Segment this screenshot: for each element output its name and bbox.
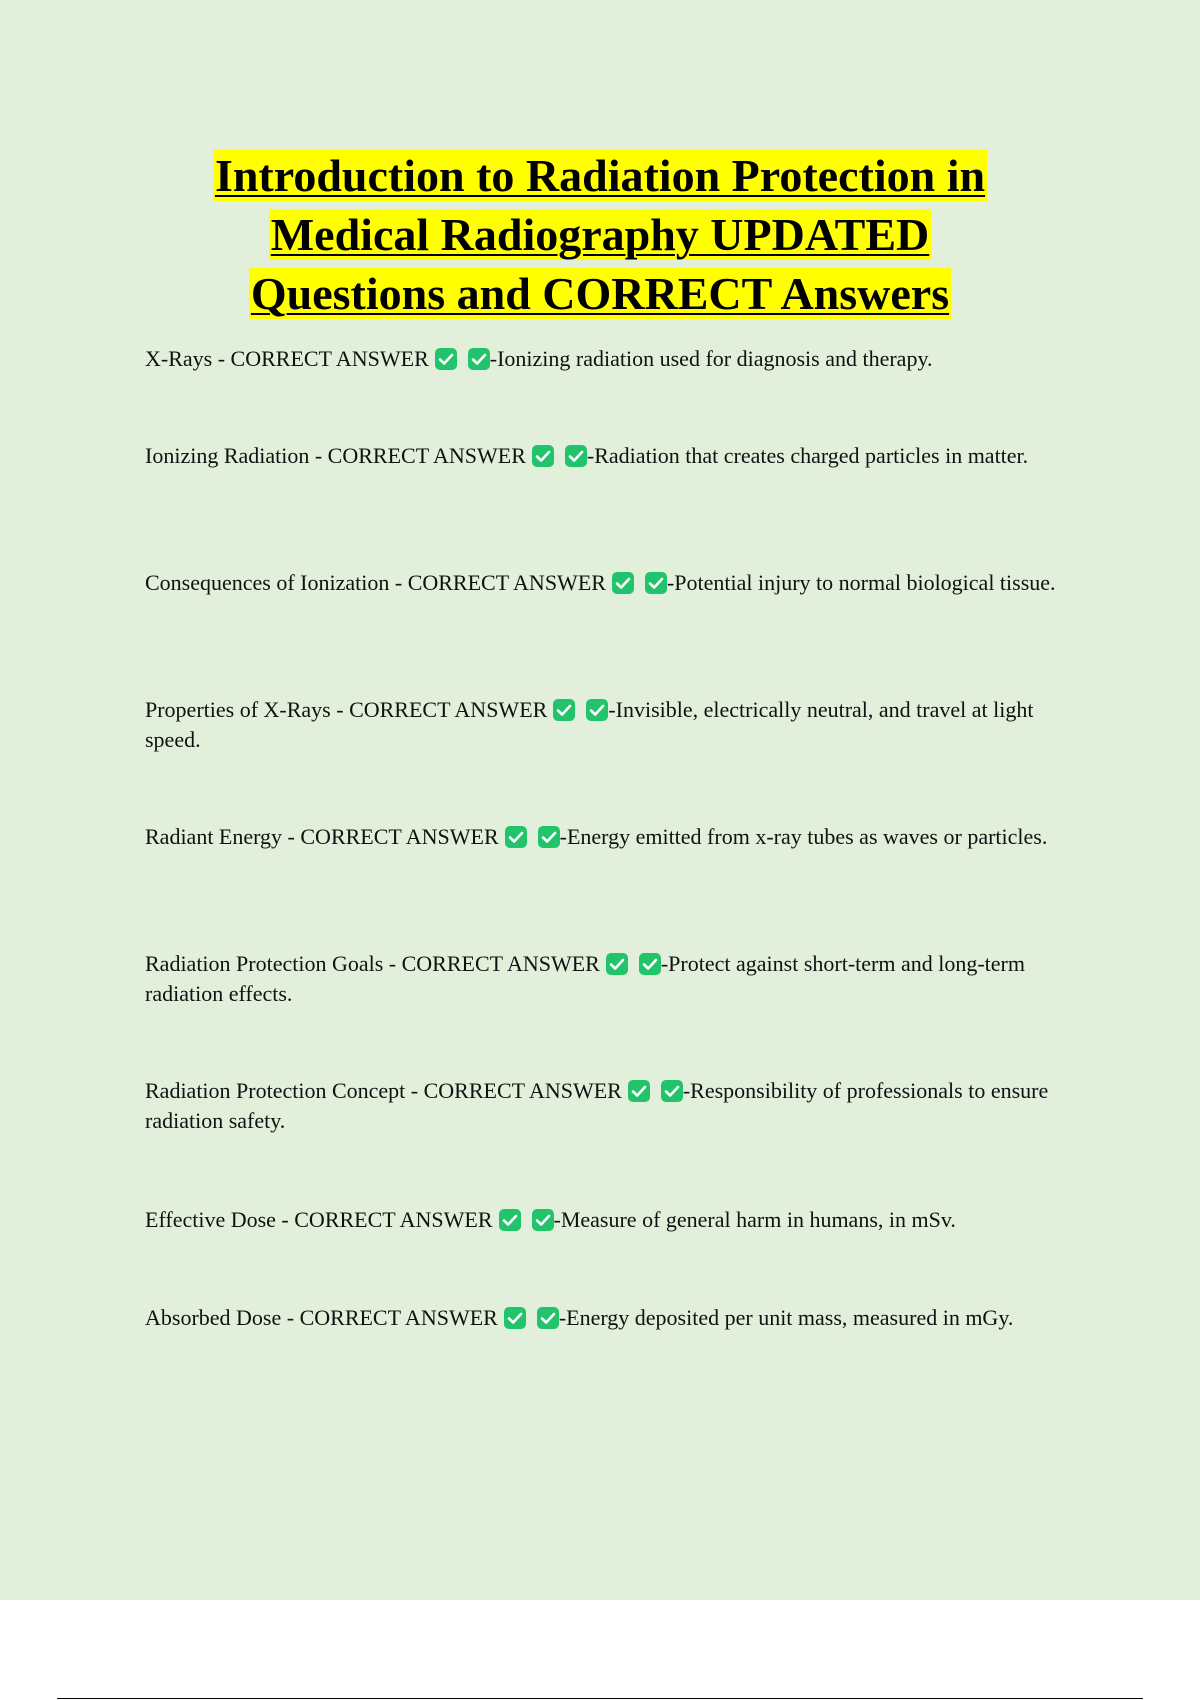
check-mark-button-icon [628,1080,650,1102]
title-line-3: Questions and CORRECT Answers [250,268,950,319]
check-mark-button-icon [537,1307,559,1329]
qa-item-x-rays [145,344,1085,374]
check-mark-button-icon [504,1307,526,1329]
check-mark-button-icon [606,953,628,975]
check-mark-button-icon [612,572,634,594]
check-mark-button-icon [532,1209,554,1231]
title-line-1: Introduction to Radiation Protection in [214,150,986,201]
check-mark-button-icon [538,826,560,848]
qa-term: Absorbed Dose - CORRECT ANSWER [145,1305,498,1330]
qa-answer: -Energy deposited per unit mass, measured in mGy. [558,1305,1014,1330]
document-title [0,146,1200,323]
qa-term: Effective Dose - CORRECT ANSWER [145,1207,493,1232]
qa-term: Radiation Protection Goals - CORRECT ANSWER [145,951,600,976]
check-mark-button-icon [435,348,457,370]
check-mark-button-icon [661,1080,683,1102]
check-mark-button-icon [565,445,587,467]
qa-term: Radiation Protection Concept - CORRECT ANSWER [145,1078,622,1103]
check-mark-button-icon [468,348,490,370]
qa-term: Radiant Energy - CORRECT ANSWER [145,824,499,849]
qa-item-radiant-energy [145,822,1085,852]
check-mark-button-icon [505,826,527,848]
qa-item-effective-dose [145,1205,1085,1235]
qa-answer: -Ionizing radiation used for diagnosis and therapy. [489,346,933,371]
qa-answer: -Radiation that creates charged particles in matter. [586,443,1029,468]
qa-answer: -Potential injury to normal biological tissue. [666,570,1056,595]
qa-answer: -Measure of general harm in humans, in mSv. [553,1207,956,1232]
qa-item-absorbed-dose [145,1303,1085,1333]
check-mark-button-icon [645,572,667,594]
qa-answer: -Invisible, electrically neutral, and travel at light speed. [145,697,1034,752]
qa-term: Properties of X-Rays - CORRECT ANSWER [145,697,548,722]
qa-answer: -Responsibility of professionals to ensure radiation safety. [145,1078,1049,1133]
qa-answer: -Protect against short-term and long-term radiation effects. [145,951,1025,1006]
check-mark-button-icon [553,699,575,721]
qa-item-radiation-protection-concept [145,1076,1085,1136]
check-mark-button-icon [586,699,608,721]
qa-item-radiation-protection-goals [145,949,1085,1009]
check-mark-button-icon [532,445,554,467]
qa-item-ionizing-radiation [145,441,1085,471]
qa-item-properties-of-x-rays [145,695,1085,755]
qa-item-consequences-of-ionization [145,568,1085,598]
check-mark-button-icon [499,1209,521,1231]
check-mark-button-icon [639,953,661,975]
qa-term: Ionizing Radiation - CORRECT ANSWER [145,443,526,468]
qa-answer: -Energy emitted from x-ray tubes as waves or particles. [559,824,1048,849]
title-line-2: Medical Radiography UPDATED [270,209,930,260]
qa-term: Consequences of Ionization - CORRECT ANSWER [145,570,606,595]
qa-term: X-Rays - CORRECT ANSWER [145,346,429,371]
footer-divider [57,1698,1143,1699]
